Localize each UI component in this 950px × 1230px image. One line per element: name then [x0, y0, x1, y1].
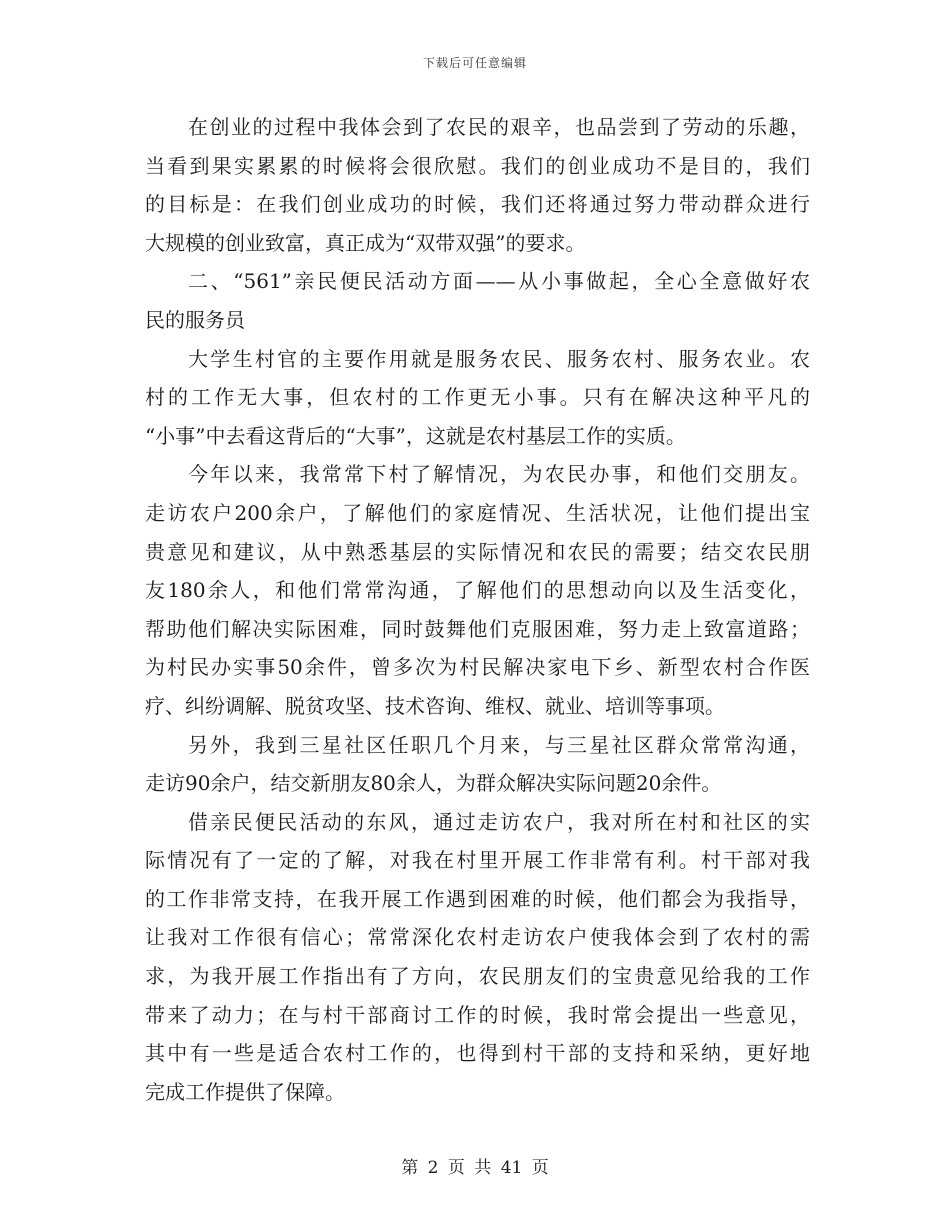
text-line: 另外，我到三星社区任职几个月来，与三星社区群众常常沟通，: [188, 732, 810, 757]
text-line: 借亲民便民活动的东风，通过走访农户，我对所在村和社区的实: [188, 809, 810, 834]
text-line: “小事”中去看这背后的“大事”，这就是农村基层工作的实质。: [145, 423, 686, 448]
text-line: 走访农户200余户，了解他们的家庭情况、生活状况，让他们提出宝: [145, 500, 810, 525]
section-heading-line: 二、“561”亲民便民活动方面——从小事做起，全心全意做好农: [188, 269, 810, 294]
text-line: 疗、纠纷调解、脱贫攻坚、技术咨询、维权、就业、培训等事项。: [145, 693, 725, 718]
text-line: 当看到果实累累的时候将会很欣慰。我们的创业成功不是目的，我们: [145, 153, 810, 178]
text-line: 大学生村官的主要作用就是服务农民、服务农村、服务农业。农: [188, 346, 810, 371]
text-line: 村的工作无大事，但农村的工作更无小事。只有在解决这种平凡的: [145, 385, 810, 410]
page-header-note: 下载后可任意编辑: [422, 56, 527, 70]
text-line: 为村民办实事50余件，曾多次为村民解决家电下乡、新型农村合作医: [145, 655, 810, 680]
page-number-footer: 第 2 页 共 41 页: [401, 1158, 549, 1178]
text-line: 的目标是：在我们创业成功的时候，我们还将通过努力带动群众进行: [145, 192, 810, 217]
text-line: 完成工作提供了保障。: [145, 1079, 345, 1104]
document-body: [145, 108, 810, 1111]
section-heading-line: 民的服务员: [145, 307, 245, 332]
text-line: 让我对工作很有信心；常常深化农村走访农户使我体会到了农村的需: [145, 925, 810, 950]
text-line: 的工作非常支持，在我开展工作遇到困难的时候，他们都会为我指导，: [145, 886, 810, 911]
text-line: 其中有一些是适合农村工作的，也得到村干部的支持和采纳，更好地: [145, 1041, 810, 1066]
text-line: 今年以来，我常常下村了解情况，为农民办事，和他们交朋友。: [188, 462, 810, 487]
text-line: 求，为我开展工作指出有了方向，农民朋友们的宝贵意见给我的工作: [145, 964, 810, 989]
text-line: 在创业的过程中我体会到了农民的艰辛，也品尝到了劳动的乐趣，: [188, 115, 810, 139]
text-line: 走访90余户，结交新朋友80余人，为群众解决实际问题20余件。: [145, 771, 722, 796]
text-line: 友180余人，和他们常常沟通，了解他们的思想动向以及生活变化，: [145, 578, 810, 603]
text-line: 帮助他们解决实际困难，同时鼓舞他们克服困难，努力走上致富道路；: [145, 616, 810, 641]
text-line: 大规模的创业致富，真正成为“双带双强”的要求。: [145, 230, 586, 255]
text-line: 际情况有了一定的了解，对我在村里开展工作非常有利。村干部对我: [145, 848, 810, 873]
text-line: 带来了动力；在与村干部商讨工作的时候，我时常会提出一些意见，: [145, 1002, 810, 1027]
text-line: 贵意见和建议，从中熟悉基层的实际情况和农民的需要；结交农民朋: [145, 539, 810, 564]
